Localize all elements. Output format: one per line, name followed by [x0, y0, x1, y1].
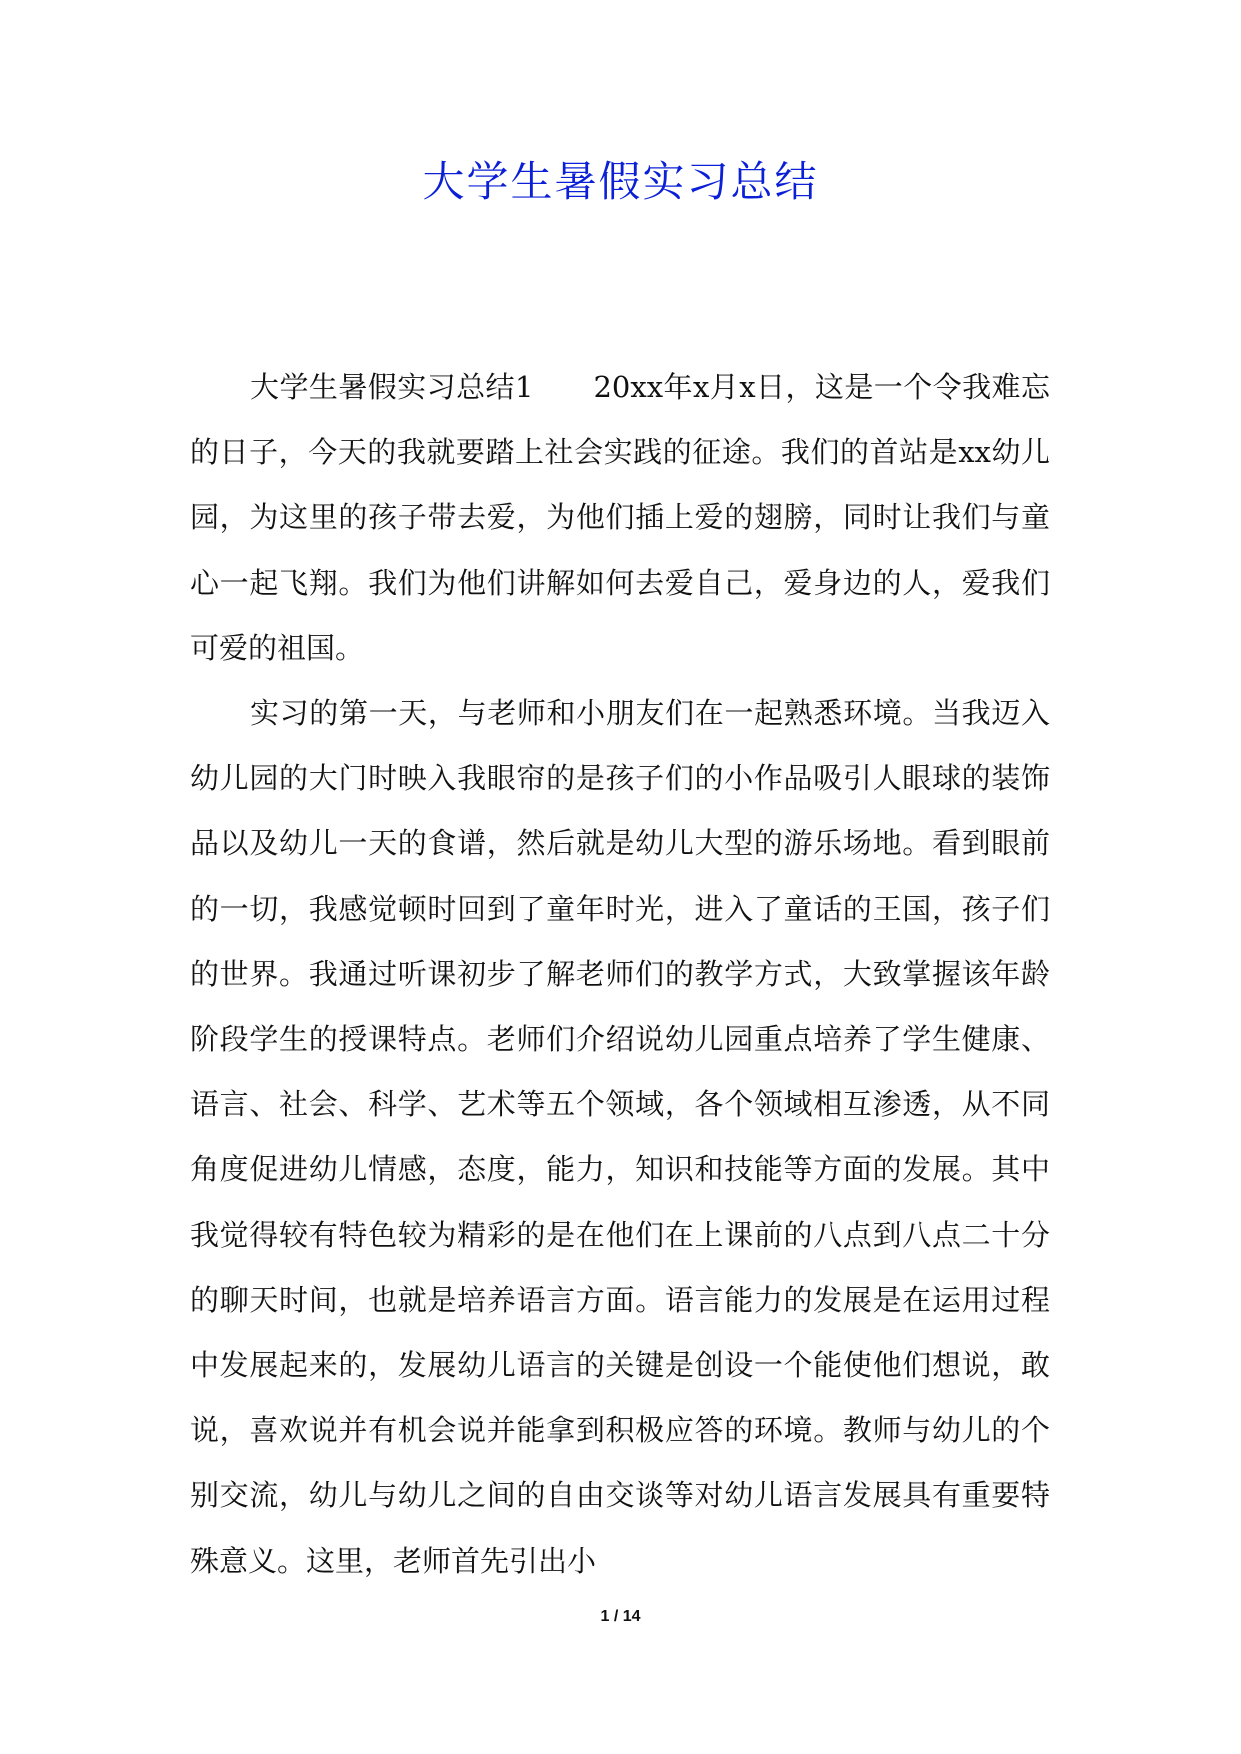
document-body: [190, 355, 1050, 1594]
section-heading: 大学生暑假实习总结1: [250, 370, 534, 404]
document-title: 大学生暑假实习总结: [422, 157, 819, 206]
paragraph-text: 20xx年x月x日，这是一个令我难忘的日子，今天的我就要踏上社会实践的征途。我们的首站是xx幼儿园，为这里的孩子带去爱，为他们插上爱的翅膀，同时让我们与童心一起飞翔。我们为他们讲解如何去爱自己，爱身边的人，爱我们可爱的祖国。: [190, 370, 1050, 665]
page-number: 1 / 14: [600, 1608, 641, 1625]
paragraph: 实习的第一天，与老师和小朋友们在一起熟悉环境。当我迈入幼儿园的大门时映入我眼帘的是孩子们的小作品吸引人眼球的装饰品以及幼儿一天的食谱，然后就是幼儿大型的游乐场地。看到眼前的一切，我感觉顿时回到了童年时光，进入了童话的王国，孩子们的世界。我通过听课初步了解老师们的教学方式，大致掌握该年龄阶段学生的授课特点。老师们介绍说幼儿园重点培养了学生健康、语言、社会、科学、艺术等五个领域，各个领域相互渗透，从不同角度促进幼儿情感，态度，能力，知识和技能等方面的发展。其中我觉得较有特色较为精彩的是在他们在上课前的八点到八点二十分的聊天时间，也就是培养语言方面。语言能力的发展是在运用过程中发展起来的，发展幼儿语言的关键是创设一个能使他们想说，敢说，喜欢说并有机会说并能拿到积极应答的环境。教师与幼儿的个别交流，幼儿与幼儿之间的自由交谈等对幼儿语言发展具有重要特殊意义。这里，老师首先引出小: [190, 696, 1050, 1578]
paragraph: [190, 355, 1050, 681]
